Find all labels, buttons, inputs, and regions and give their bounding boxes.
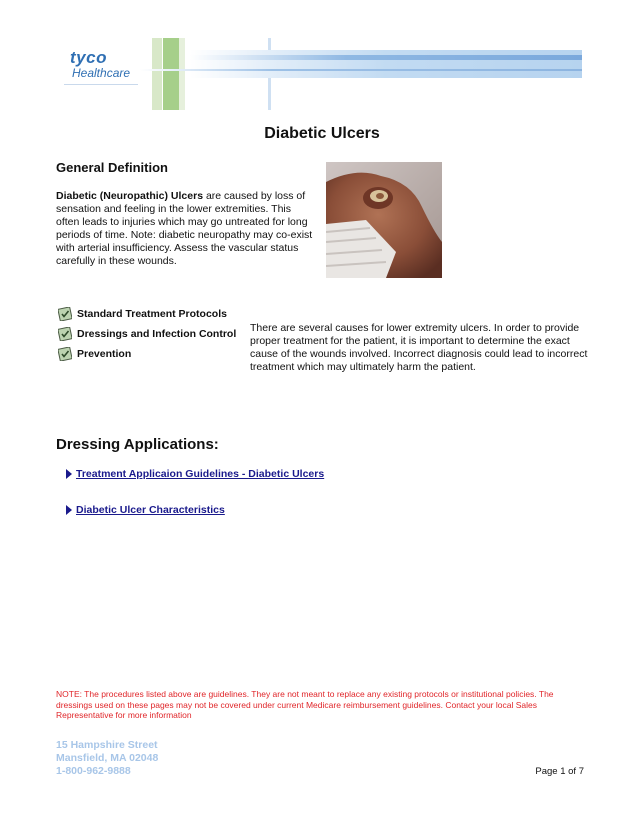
menu-item-label: Prevention (77, 348, 132, 360)
causes-paragraph: There are several causes for lower extremity ulcers. In order to provide proper treatment for the patient, it is important to determine the exact cause of the wounds involved. Incorrect diagnosis could lead to incorrect treatment which may ultimately harm the patient. (250, 322, 588, 373)
treatment-guidelines-link[interactable]: Treatment Applicaion Guidelines - Diabetic Ulcers (76, 468, 325, 480)
disclaimer-note: NOTE: The procedures listed above are guidelines. They are not meant to replace any existing protocols or institutional policies. The dressings used on these pages may not be covered under current Medicare reimbursement guidelines. Contact your local Sales Representative for more information (56, 689, 554, 720)
logo-subtitle: Healthcare (72, 66, 131, 80)
address-line2: Mansfield, MA 02048 (56, 752, 159, 764)
menu-item-prevention[interactable] (58, 347, 131, 361)
definition-term: Diabetic (Neuropathic) Ulcers (56, 190, 204, 202)
ulcer-characteristics-link[interactable]: Diabetic Ulcer Characteristics (76, 504, 225, 516)
address-line1: 15 Hampshire Street (56, 739, 158, 751)
menu-item-label: Dressings and Infection Control (77, 328, 237, 340)
logo-brand: tyco (70, 48, 107, 67)
menu-item-standard-treatment[interactable] (58, 307, 227, 321)
menu-item-dressings-infection[interactable] (58, 327, 236, 341)
phone-number: 1-800-962-9888 (56, 765, 131, 777)
ulcer-photo (326, 162, 442, 278)
section-heading-general: General Definition (56, 160, 168, 175)
definition-paragraph (56, 190, 316, 268)
link-row-treatment-guidelines (66, 468, 324, 480)
definition-text: are caused by loss of sensation and feeling in the lower extremities. This often leads to injuries which may go untreated for long periods of time. Note: diabetic neuropathy may co-exist with arterial insufficiency. Assess the vascular status carefully in these wounds. (56, 190, 313, 267)
page-number: Page 1 of 7 (535, 766, 584, 777)
document-check-icon (58, 307, 72, 321)
menu-item-label: Standard Treatment Protocols (77, 308, 227, 320)
page-title: Diabetic Ulcers (264, 125, 380, 142)
document-check-icon (58, 347, 72, 361)
link-row-ulcer-characteristics (66, 504, 225, 516)
document-check-icon (58, 327, 72, 341)
triangle-right-icon (66, 469, 72, 479)
section-heading-dressing: Dressing Applications: (56, 436, 219, 453)
triangle-right-icon (66, 505, 72, 515)
